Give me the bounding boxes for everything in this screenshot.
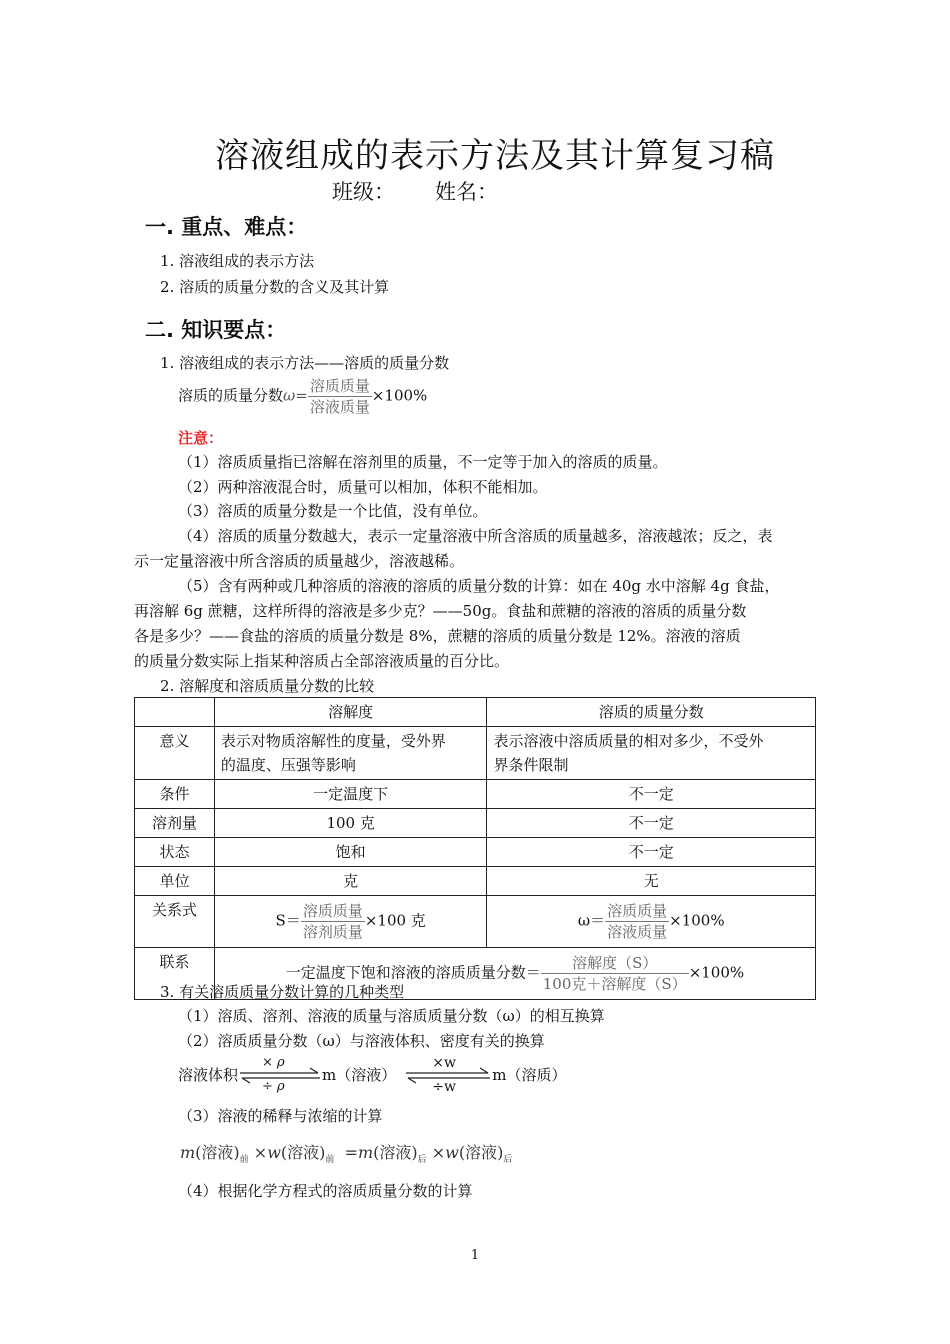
- formula-prefix: S＝: [275, 911, 301, 930]
- formula-numerator: 溶质质量: [309, 377, 370, 395]
- formula-suffix: ×100 克: [364, 911, 426, 930]
- cell-line: 表示对物质溶解性的度量，受外界: [220, 732, 446, 750]
- section1-item: 1. 溶液组成的表示方法: [160, 252, 315, 270]
- mass-symbol: m: [180, 1143, 196, 1162]
- type-item: （2）溶质质量分数（ω）与溶液体积、密度有关的换算: [178, 1032, 545, 1050]
- table-cell: 100 克: [214, 809, 487, 838]
- page-title: 溶液组成的表示方法及其计算复习稿: [215, 136, 775, 176]
- fraction-numerator: 溶质质量: [302, 902, 363, 920]
- equals-sign: =: [344, 1143, 358, 1162]
- after-subscript: 后: [503, 1155, 513, 1166]
- times-w: ×w: [431, 1143, 459, 1162]
- table-cell: 无: [487, 867, 816, 896]
- note-label: 注意：: [178, 429, 224, 447]
- table-row: [135, 838, 816, 867]
- before-subscript: 前: [239, 1155, 249, 1166]
- fraction-denominator: 溶剂质量: [302, 923, 363, 941]
- fraction-numerator: 溶解度（S）: [541, 953, 689, 974]
- row-label: 关系式: [135, 896, 215, 948]
- table-row: [135, 867, 816, 896]
- dilution-formula: [180, 1140, 512, 1165]
- conversion-mid: m（溶液）: [322, 1066, 397, 1084]
- conversion-diagram: [178, 1054, 566, 1095]
- table-row: [135, 698, 816, 727]
- table-row: [135, 896, 816, 948]
- note-item: 各是多少？——食盐的溶质的质量分数是 8%，蔗糖的溶质的质量分数是 12%。溶液的溶质: [134, 627, 741, 645]
- point3-heading: 3. 有关溶质质量分数计算的几种类型: [160, 983, 405, 1001]
- arrow-label-bottom: ÷ ρ: [262, 1079, 285, 1094]
- note-item: 的质量分数实际上指某种溶质占全部溶液质量的百分比。: [134, 652, 510, 670]
- table-cell: 不一定: [487, 809, 816, 838]
- point2-heading: 2. 溶解度和溶质质量分数的比较: [160, 677, 375, 695]
- section1-item: 2. 溶质的质量分数的含义及其计算: [160, 278, 390, 296]
- link-fraction: [541, 953, 689, 994]
- formula-eq: =: [295, 386, 308, 405]
- table-cell: 不一定: [487, 780, 816, 809]
- row-label: 状态: [135, 838, 215, 867]
- cell-line: 表示溶液中溶质质量的相对多少，不受外: [493, 732, 764, 750]
- arrow-label-top: × ρ: [262, 1055, 285, 1070]
- table-header-cell: 溶解度: [214, 698, 487, 727]
- formula-fraction: [308, 376, 372, 417]
- formula-denominator: 溶液质量: [309, 398, 370, 416]
- table-cell: [214, 727, 487, 780]
- solubility-formula: [214, 896, 487, 948]
- fraction-denominator: 100克＋溶解度（S）: [542, 975, 687, 993]
- mass-fraction-formula: [178, 376, 427, 417]
- formula-suffix: ×100%: [688, 963, 745, 982]
- point1-heading: 1. 溶液组成的表示方法——溶质的质量分数: [160, 354, 450, 372]
- note-item: （1）溶质质量指已溶解在溶剂里的质量，不一定等于加入的溶质的质量。: [178, 453, 668, 471]
- solubility-fraction: [301, 901, 365, 942]
- row-label: 条件: [135, 780, 215, 809]
- formula-suffix: ×100%: [371, 386, 428, 405]
- after-subscript: 后: [417, 1155, 427, 1166]
- type4-heading: （4）根据化学方程式的溶质质量分数的计算: [178, 1182, 473, 1200]
- comparison-table: [134, 697, 816, 1000]
- mass-fraction-fraction: [605, 901, 669, 942]
- name-label: 姓名：: [435, 180, 498, 204]
- conversion-start: 溶液体积: [178, 1066, 239, 1084]
- note-item: （2）两种溶液混合时，质量可以相加，体积不能相加。: [178, 478, 548, 496]
- note-item: （3）溶质的质量分数是一个比值，没有单位。: [178, 502, 488, 520]
- solution-label: (溶液): [280, 1143, 326, 1162]
- class-label: 班级：: [332, 180, 395, 204]
- row-label: 联系: [135, 948, 215, 1000]
- arrow-label-bottom: ÷w: [432, 1079, 456, 1095]
- before-subscript: 前: [325, 1155, 335, 1166]
- table-cell: 一定温度下: [214, 780, 487, 809]
- conversion-end: m（溶质）: [492, 1066, 567, 1084]
- type-item: （1）溶质、溶剂、溶液的质量与溶质质量分数（ω）的相互换算: [178, 1007, 605, 1025]
- row-label: 溶剂量: [135, 809, 215, 838]
- row-label: 单位: [135, 867, 215, 896]
- formula-suffix: ×100%: [669, 911, 725, 930]
- type3-heading: （3）溶液的稀释与浓缩的计算: [178, 1107, 383, 1125]
- table-header-cell: [135, 698, 215, 727]
- reversible-arrow: [404, 1055, 492, 1095]
- note-item: 示一定量溶液中所含溶质的质量越少，溶液越稀。: [134, 552, 465, 570]
- note-item: 再溶解 6g 蔗糖，这样所得的溶液是多少克？——50g。食盐和蔗糖的溶液的溶质的质量分数: [134, 602, 747, 620]
- table-row: [135, 727, 816, 780]
- omega-symbol: ω: [283, 386, 296, 405]
- section2-heading: 二. 知识要点：: [145, 318, 287, 342]
- note-item: （4）溶质的质量分数越大，表示一定量溶液中所含溶质的质量越多，溶液越浓；反之，表: [178, 527, 773, 545]
- formula-prefix: 一定温度下饱和溶液的溶质质量分数＝: [285, 963, 541, 982]
- cell-line: 界条件限制: [493, 756, 569, 774]
- row-label: 意义: [135, 727, 215, 780]
- formula-prefix: ω＝: [577, 911, 606, 930]
- solution-label: (溶液): [373, 1143, 418, 1162]
- table-header-cell: 溶质的质量分数: [487, 698, 816, 727]
- subtitle-line: [332, 176, 498, 206]
- cell-line: 的温度、压强等影响: [220, 756, 356, 774]
- table-row: [135, 809, 816, 838]
- arrow-label-top: ×w: [432, 1055, 456, 1071]
- table-row: [135, 780, 816, 809]
- note-item: （5）含有两种或几种溶质的溶液的溶质的质量分数的计算：如在 40g 水中溶解 4g 食盐，: [178, 577, 780, 595]
- table-cell: 饱和: [214, 838, 487, 867]
- times-w: ×w: [253, 1143, 281, 1162]
- table-cell: 克: [214, 867, 487, 896]
- solution-label: (溶液): [195, 1143, 240, 1162]
- page-number: 1: [470, 1248, 480, 1263]
- fraction-numerator: 溶质质量: [607, 902, 668, 920]
- formula-prefix: 溶质的质量分数: [178, 386, 284, 405]
- solution-label: (溶液): [458, 1143, 504, 1162]
- fraction-denominator: 溶液质量: [607, 923, 668, 941]
- section1-heading: 一. 重点、难点：: [145, 215, 308, 239]
- reversible-arrow: [238, 1055, 322, 1095]
- mass-symbol: m: [357, 1143, 374, 1162]
- mass-fraction-cell-formula: [487, 896, 816, 948]
- table-cell: [487, 727, 816, 780]
- table-cell: 不一定: [487, 838, 816, 867]
